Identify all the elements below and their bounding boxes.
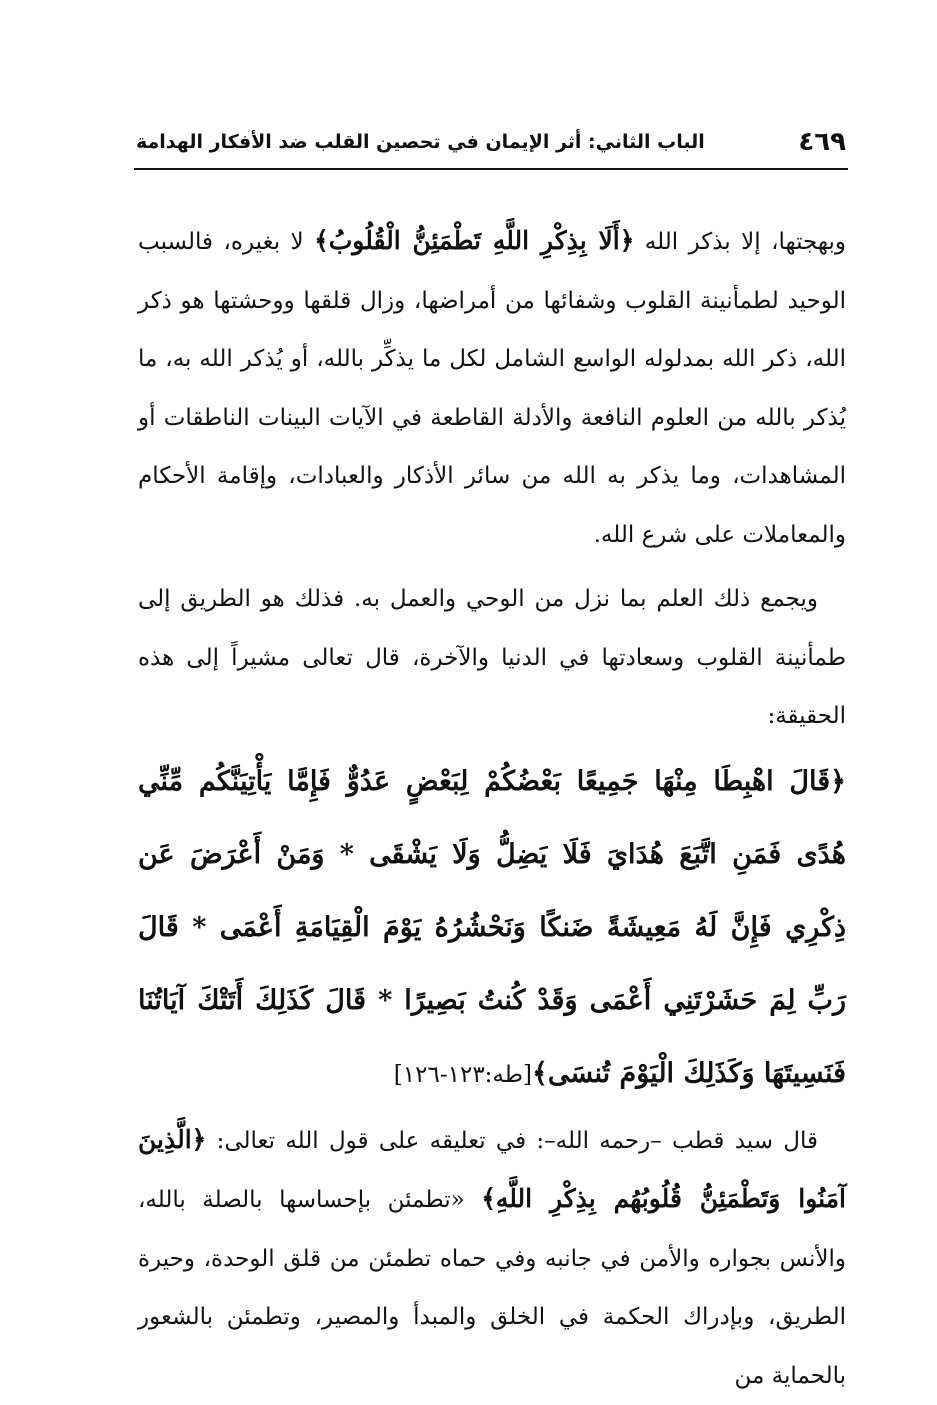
running-title: الباب الثاني: أثر الإيمان في تحصين القلب ضد الأفكار الهدامة	[136, 131, 705, 153]
body-text	[138, 212, 846, 1405]
paragraph-3-rest: «تطمئن بإحساسها بالصلة بالله، والأنس بجواره والأمن في جانبه وفي حماه تطمئن من قلق الوحدة، وحيرة الطريق، وبإدراك الحكمة في الخلق والمبدأ والمصير، وتطمئن بالشعور بالحماية من	[138, 1187, 846, 1389]
verse-block	[138, 746, 846, 1111]
quran-verse-3: ﴿الَّذِينَ آمَنُوا وَتَطْمَئِنُّ قُلُوبُهُم بِذِكْرِ اللَّهِ﴾	[138, 1125, 846, 1214]
paragraph-3	[138, 1111, 846, 1405]
paragraph-2	[138, 570, 846, 746]
paragraph-3-lead: قال سيد قطب –رحمه الله–: في تعليقه على قول الله تعالى:	[206, 1128, 818, 1154]
page-number: ٤٦٩	[798, 127, 846, 157]
quran-verse-2: ﴿قَالَ اهْبِطَا مِنْهَا جَمِيعًا بَعْضُكُمْ لِبَعْضٍ عَدُوٌّ فَإِمَّا يَأْتِيَنَّكُم مِّنِّي هُدًى فَمَنِ اتَّبَعَ هُدَايَ فَلَا يَضِلُّ وَلَا يَشْقَى * وَمَنْ أَعْرَضَ عَن ذِكْرِي فَإِنَّ لَهُ مَعِيشَةً ضَنكًا وَنَحْشُرُهُ يَوْمَ الْقِيَامَةِ أَعْمَى * قَالَ رَبِّ لِمَ حَشَرْتَنِي أَعْمَى وَقَدْ كُنتُ بَصِيرًا * قَالَ كَذَلِكَ أَتَتْكَ آيَاتُنَا فَنَسِيتَهَا وَكَذَلِكَ الْيَوْمَ تُنسَى﴾	[138, 766, 846, 1089]
paragraph-1-rest: لا بغيره، فالسبب الوحيد لطمأنينة القلوب وشفائها من أمراضها، وزال قلقها ووحشتها هو ذكر الله، ذكر الله بمدلوله الواسع الشامل لكل ما يذكِّر بالله، أو يُذكر الله به، ما يُذكر بالله من العلوم النافعة والأدلة القاطعة في الآيات البينات الناطقات أو المشاهدات، وما يذكر به الله من سائر الأذكار والعبادات، وإقامة الأحكام والمعاملات على شرع الله.	[138, 229, 846, 548]
paragraph-1-lead: وبهجتها، إلا بذكر الله	[634, 229, 846, 255]
verse-citation: [طه:١٢٣-١٢٦]	[394, 1062, 532, 1088]
paragraph-1	[138, 212, 846, 564]
quran-verse-1: ﴿أَلَا بِذِكْرِ اللَّهِ تَطْمَئِنُّ الْقُلُوبُ﴾	[314, 226, 634, 255]
paragraph-2-lead: ويجمع ذلك العلم بما نزل من الوحي والعمل به. فذلك هو الطريق إلى طمأنينة القلوب وسعادتها في الدنيا والآخرة، قال تعالى مشيراً إلى هذه الحقيقة:	[138, 586, 846, 729]
page-header	[136, 118, 846, 166]
header-divider	[134, 168, 848, 170]
